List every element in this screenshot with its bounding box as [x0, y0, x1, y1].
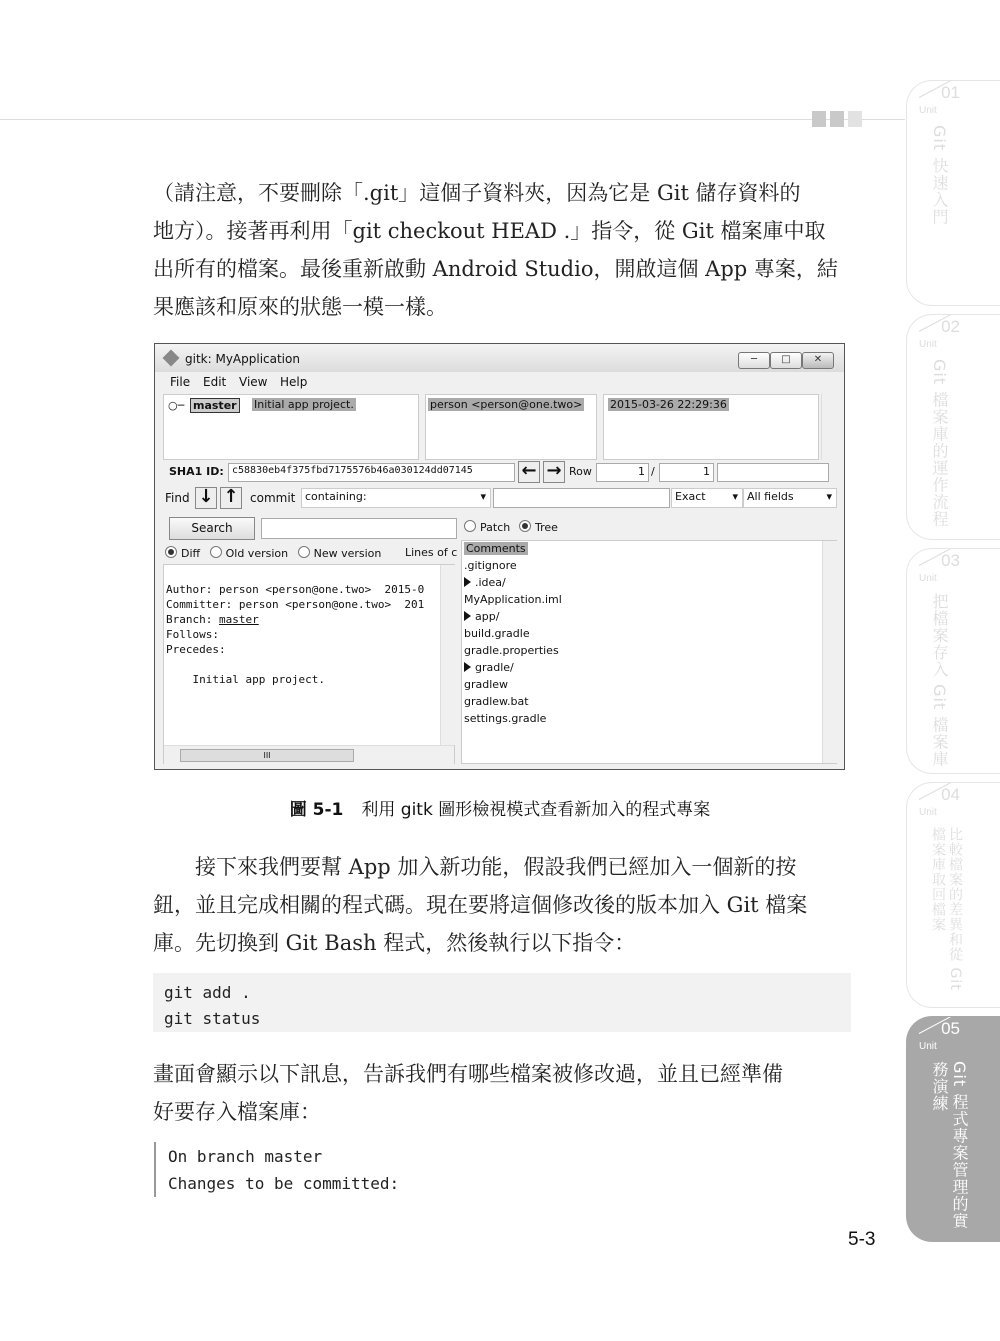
page-number: 5-3: [848, 1229, 876, 1250]
tab-number: 01: [941, 83, 960, 102]
figure-caption: [0, 795, 1000, 820]
sha-field[interactable]: c58830eb4f375fbd7175576b46a030124dd07145: [228, 463, 515, 482]
new-version-label: New version: [313, 547, 382, 560]
tab-number: 04: [941, 785, 960, 804]
branch-link[interactable]: master: [218, 613, 259, 626]
patch-radio[interactable]: [464, 520, 510, 534]
details-text: [166, 567, 424, 717]
text-line: （請注意，不要刪除「.git」這個子資料夾，因為它是 Git 儲存資料的: [153, 181, 801, 205]
old-version-radio[interactable]: [210, 547, 288, 560]
progress-field: [717, 463, 829, 482]
radio-icon: [210, 546, 222, 558]
old-version-label: Old version: [225, 547, 289, 560]
code-line: On branch master: [168, 1147, 323, 1166]
tree-item-label: gradle/: [475, 661, 514, 674]
tree-folder-item[interactable]: [464, 610, 562, 627]
paragraph-3: [153, 1055, 848, 1131]
header-decor-square: [812, 111, 826, 127]
forward-arrow-icon[interactable]: →: [543, 461, 565, 483]
radio-icon: [464, 520, 476, 532]
diff-radio[interactable]: [165, 547, 200, 560]
tree-file-item[interactable]: [464, 695, 562, 712]
row-field[interactable]: 1: [596, 463, 649, 482]
radio-icon: [298, 546, 310, 558]
details-line: Author: person <person@one.two> 2015-0: [166, 583, 425, 596]
text-line: 地方）。接著再利用「git checkout HEAD .」指令，從 Git 檔案庫中取: [153, 219, 826, 243]
dropdown-arrow-icon: ▾: [732, 490, 738, 503]
menu-edit[interactable]: Edit: [203, 375, 227, 389]
text-line: 好要存入檔案庫：: [153, 1100, 321, 1124]
tab-unit-label: Unit: [919, 573, 937, 584]
find-type-label: commit: [250, 491, 296, 505]
details-branch-line: [166, 612, 424, 627]
text-line: 庫。先切換到 Git Bash 程式，然後執行以下指令：: [153, 931, 636, 955]
tree-file-item[interactable]: [464, 644, 562, 661]
commit-list-scrollbar[interactable]: [821, 394, 836, 460]
file-tree-pane[interactable]: [461, 540, 837, 764]
commit-message[interactable]: Initial app project.: [254, 398, 354, 411]
details-hscrollbar[interactable]: [164, 745, 454, 764]
radio-selected-icon: [519, 520, 531, 532]
tab-number: 05: [941, 1019, 960, 1038]
details-line: Precedes:: [166, 643, 226, 656]
code-block-commands: [153, 973, 851, 1032]
expand-triangle-icon[interactable]: [464, 577, 471, 587]
field-scope-select[interactable]: [743, 488, 837, 508]
tab-title: Git 檔案庫的運作流程: [930, 359, 949, 528]
window-titlebar: [155, 344, 844, 372]
dropdown-arrow-icon: ▾: [480, 490, 486, 503]
side-tab-unit-05[interactable]: [906, 1016, 1000, 1242]
row-total-field: 1: [659, 463, 714, 482]
code-block-output: [154, 1142, 654, 1197]
find-down-arrow-icon[interactable]: ↓: [195, 487, 217, 509]
tab-number: 03: [941, 551, 960, 570]
figure-caption-text: 利用 gitk 圖形檢視模式查看新加入的程式專案: [361, 800, 711, 820]
hscroll-thumb[interactable]: III: [180, 749, 354, 762]
tree-label: Tree: [535, 521, 558, 534]
commit-date: 2015-03-26 22:29:36: [610, 398, 727, 411]
tab-unit-label: Unit: [919, 105, 937, 116]
tree-radio[interactable]: [519, 520, 558, 534]
match-mode-select[interactable]: [671, 488, 743, 508]
tree-item-label: MyApplication.iml: [464, 593, 562, 606]
diff-label: Diff: [181, 547, 201, 560]
menu-file[interactable]: File: [170, 375, 191, 389]
menu-bar: [155, 372, 844, 392]
menu-view[interactable]: View: [239, 375, 268, 389]
paragraph-2: [153, 848, 848, 962]
tree-folder-item[interactable]: [464, 576, 562, 593]
header-decor-square: [848, 111, 862, 127]
details-vscrollbar[interactable]: [440, 565, 455, 745]
maximize-button[interactable]: □: [770, 352, 802, 369]
tree-item-label: gradlew: [464, 678, 509, 691]
menu-help[interactable]: Help: [280, 375, 308, 389]
tab-unit-label: Unit: [919, 807, 937, 818]
tab-title: Git 程式專案管理的實務演練: [930, 1061, 969, 1230]
window-title: gitk: MyApplication: [185, 352, 300, 366]
tree-item-label: build.gradle: [464, 627, 530, 640]
back-arrow-icon[interactable]: ←: [518, 461, 540, 483]
tree-file-item[interactable]: [464, 627, 562, 644]
tree-item-label: .gitignore: [464, 559, 517, 572]
find-input[interactable]: [493, 488, 670, 508]
side-tab-unit-03[interactable]: [906, 548, 1000, 774]
text-line: 出所有的檔案。最後重新啟動 Android Studio，開啟這個 App 專案，結: [153, 257, 838, 281]
tab-title: 把檔案存入 Git 檔案庫: [930, 593, 949, 768]
header-decor-square: [830, 111, 844, 127]
search-button[interactable]: Search: [169, 517, 255, 540]
details-branch-label: Branch:: [166, 613, 219, 626]
containing-select-label: containing:: [305, 490, 367, 503]
tree-file-item[interactable]: [464, 678, 562, 695]
search-input[interactable]: [261, 518, 457, 539]
code-line: Changes to be committed:: [168, 1174, 400, 1193]
commit-node-icon: ○─: [168, 399, 185, 412]
text-line: 畫面會顯示以下訊息，告訴我們有哪些檔案被修改過，並且已經準備: [153, 1062, 783, 1086]
tab-unit-label: Unit: [919, 1041, 937, 1052]
expand-triangle-icon[interactable]: [464, 662, 471, 672]
tree-item-label: app/: [475, 610, 500, 623]
commit-graph-pane[interactable]: [163, 394, 419, 460]
commit-date-pane[interactable]: [603, 394, 819, 460]
tree-file-item[interactable]: [464, 559, 562, 576]
diff-options: [165, 546, 381, 560]
tree-item-label: gradle.properties: [464, 644, 559, 657]
tree-item-label: gradlew.bat: [464, 695, 529, 708]
match-mode-label: Exact: [675, 490, 706, 503]
commit-author: person <person@one.two>: [430, 398, 583, 411]
text-line: 果應該和原來的狀態一模一樣。: [153, 295, 447, 319]
paragraph-1: [153, 174, 848, 326]
tree-file-item[interactable]: [464, 593, 562, 610]
find-label: Find: [165, 491, 190, 505]
text-line: 接下來我們要幫 App 加入新功能，假設我們已經加入一個新的按: [153, 855, 797, 879]
tab-unit-label: Unit: [919, 339, 937, 350]
field-scope-label: All fields: [747, 490, 794, 503]
details-line: [166, 657, 424, 672]
expand-triangle-icon[interactable]: [464, 611, 471, 621]
commit-author-pane[interactable]: [425, 394, 597, 460]
code-line: git status: [164, 1009, 261, 1028]
file-tree: [464, 542, 562, 729]
text-line: 鈕，並且完成相關的程式碼。現在要將這個修改後的版本加入 Git 檔案: [153, 893, 808, 917]
dropdown-arrow-icon: ▾: [826, 490, 832, 503]
details-line: Follows:: [166, 628, 219, 641]
figure-label: 圖 5-1: [289, 800, 344, 820]
details-line: Committer: person <person@one.two> 201: [166, 598, 425, 611]
patch-label: Patch: [480, 521, 511, 534]
commit-details-pane[interactable]: [163, 564, 455, 764]
tree-file-item[interactable]: [464, 712, 562, 729]
gitk-window: [154, 343, 845, 770]
row-separator: /: [651, 465, 655, 478]
file-tree-scrollbar[interactable]: [822, 541, 837, 763]
tree-item-label: Comments: [466, 542, 526, 555]
new-version-radio[interactable]: [298, 547, 382, 560]
tab-number: 02: [941, 317, 960, 336]
row-label: Row: [569, 465, 592, 478]
close-button[interactable]: ✕: [802, 352, 834, 369]
details-line: Initial app project.: [166, 673, 325, 686]
side-tab-unit-02[interactable]: [906, 314, 1000, 540]
radio-selected-icon: [165, 546, 177, 558]
branch-tag[interactable]: master: [190, 398, 240, 413]
tree-folder-item[interactable]: [464, 661, 562, 678]
tab-title: 比較檔案的差異和從 Git 檔案庫取回檔案: [930, 827, 963, 991]
tree-item-label: .idea/: [475, 576, 506, 589]
find-up-arrow-icon[interactable]: ↑: [220, 487, 242, 509]
lines-of-context-label: Lines of c: [405, 546, 457, 559]
tree-item-label: settings.gradle: [464, 712, 547, 725]
tree-file-item[interactable]: [464, 542, 562, 559]
containing-select[interactable]: [301, 488, 491, 508]
side-tab-unit-04[interactable]: [906, 782, 1000, 1008]
side-tab-unit-01[interactable]: [906, 80, 1000, 306]
minimize-button[interactable]: ─: [738, 352, 770, 369]
tab-title: Git 快速入門: [930, 125, 949, 226]
code-line: git add .: [164, 983, 251, 1002]
sha-label: SHA1 ID:: [169, 465, 224, 478]
header-rule: [0, 119, 905, 120]
gitk-logo-icon: [163, 350, 180, 367]
